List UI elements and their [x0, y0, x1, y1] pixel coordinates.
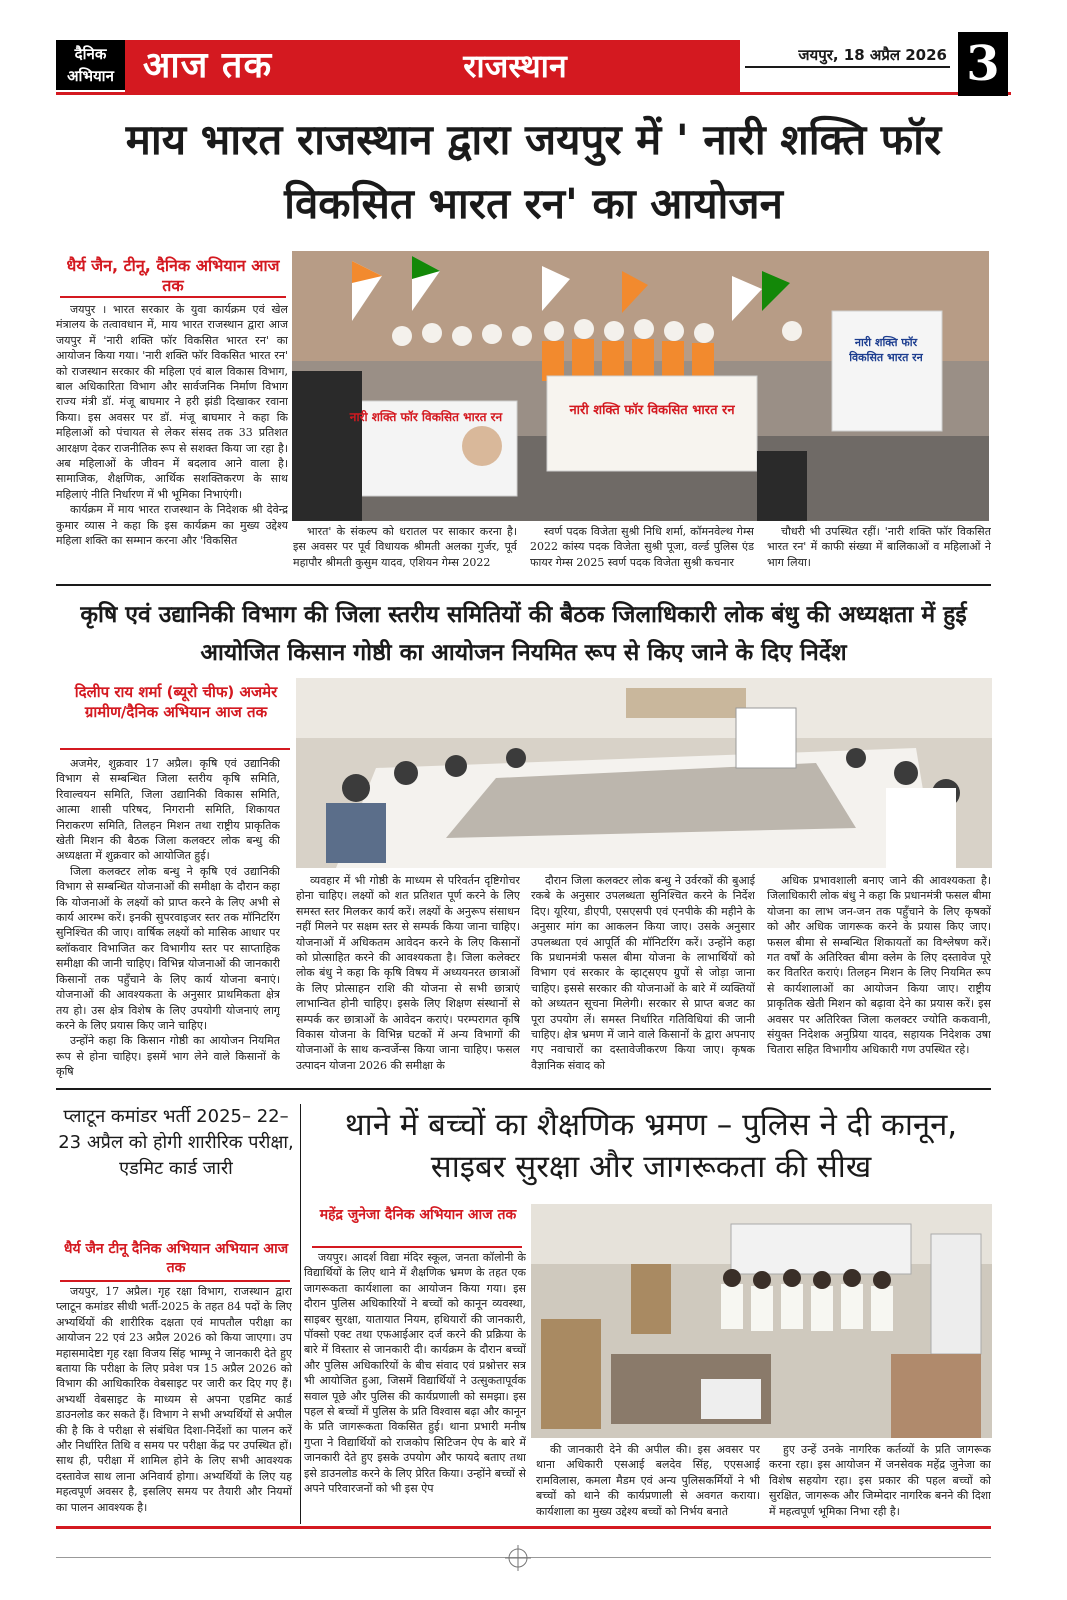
story4-body: जयपुर। आदर्श विद्या मंदिर स्कूल, जनता कॉलोनी के विद्यार्थियों के लिए थाने में शैक्षणिक भ्रमण के तहत एक जागरूकता कार्यशाला का आयोजन किया गया। इस दौरान पुलिस अधिकारियों ने बच्चों को कानून व्यवस्था, साइबर सुरक्षा, यातायात नियम, हथियारों की जानकारी, पॉक्सो एक्ट तथा एफआईआर दर्ज करने की प्रक्रिया के बारे में विस्तार से जानकारी दी। कार्यक्रम के दौरान बच्चों और पुलिस अधिकारियों के बीच संवाद एवं प्रश्नोत्तर सत्र भी आयोजित हुआ, जिसमें विद्यार्थियों ने उत्सुकतापूर्वक सवाल पूछे और पुलिस की कार्यप्रणाली को समझा। इस पहल से बच्चों में पुलिस के प्रति विश्वास बढ़ा और कानून के प्रति जागरूकता विकसित हुई। थाना प्रभारी मनीष गुप्ता ने विद्यार्थियों को राजकोप सिटिजन ऐप के बारे में जानकारी देते हुए इसके उपयोग और फायदे बताए तथा इसे डाउनलोड करने के लिए प्रेरित किया। उन्होंने बच्चों से अपने परिवारजनों को भी इस ऐप	[304, 1251, 526, 1496]
page-number: 3	[958, 32, 1008, 96]
story3-headline: प्लाटून कमांडर भर्ती 2025– 22–23 अप्रैल को होगी शारीरिक परीक्षा, एडमिट कार्ड जारी	[58, 1106, 294, 1179]
story3-body: जयपुर, 17 अप्रैल। गृह रक्षा विभाग, राजस्थान द्वारा प्लाटून कमांडर सीधी भर्ती-2025 के तहत 84 पदों के लिए अभ्यर्थियों की शारीरिक दक्षता एवं मापतौल परीक्षा का आयोजन 22 एवं 23 अप्रैल 2026 को किया जाएगा। उप महासमादेष्टा गृह रक्षा विजय सिंह भाम्भू ने जानकारी देते हुए बताया कि परीक्षा के लिए प्रवेश पत्र 15 अप्रैल 2026 को विभाग की आधिकारिक वेबसाइट पर जारी कर दिए गए हैं। अभ्यर्थी वेबसाइट के माध्यम से अपना एडमिट कार्ड डाउनलोड कर सकते हैं। विभाग ने सभी अभ्यर्थियों से अपील की है कि वे परीक्षा से संबंधित दिशा-निर्देशों का पालन करें और निर्धारित तिथि व समय पर परीक्षा केंद्र पर उपस्थित हों। साथ ही, परीक्षा में शामिल होने के लिए सभी आवश्यक दस्तावेज साथ लाना अनिवार्य होगा। अभ्यर्थियों के लिए यह महत्वपूर्ण अवसर है, इसलिए समय पर तैयारी और नियमों का पालन आवश्यक है।	[56, 1285, 292, 1514]
divider-1	[56, 584, 991, 586]
footer-rule	[56, 1526, 991, 1529]
story3-byline: धैर्य जैन टीनू दैनिक अभियान अभियान आज तक	[63, 1241, 289, 1276]
story1-photo	[292, 251, 989, 521]
story2-headline: कृषि एवं उद्यानिकी विभाग की जिला स्तरीय समितियों की बैठक जिलाधिकारी लोक बंधु की अध्यक्षता में हुई आयोजित किसान गोष्ठी का आयोजन नियमित रूप से किए जाने के दिए निर्देश	[80, 602, 967, 666]
story2-body-col3: अधिक प्रभावशाली बनाए जाने की आवश्यकता है। जिलाधिकारी लोक बंधु ने कहा कि प्रधानमंत्री फसल बीमा योजना का लाभ जन-जन तक पहुँचाने के लिए कृषकों को और अधिक जागरूक करने के प्रयास किए जाए। फसल बीमा से सम्बन्धित शिकायतों का विश्लेषण करें। गत वर्षों के अतिरिक्त बीमा क्लेम के लिए दस्तावेज पूरे कर वितरित कराएं। तिलहन मिशन के लिए नियमित रूप से कार्यशालाओं का आयोजन किया जाए। राष्ट्रीय प्राकृतिक खेती मिशन को बढ़ावा देने का प्रयास करें। इस अवसर पर अतिरिक्त जिला कलक्टर ज्योति ककवानी, संयुक्त निदेशक अनुप्रिया यादव, सहायक निदेशक उषा चितारा सहित विभागीय अधिकारी गण उपस्थित रहे।	[767, 874, 991, 1057]
story4-headline: थाने में बच्चों का शैक्षणिक भ्रमण – पुलिस ने दी कानून, साइबर सुरक्षा और जागरूकता की सीख	[344, 1107, 958, 1185]
story1-byline-rule	[60, 296, 286, 298]
story1-body-col2: स्वर्ण पदक विजेता सुश्री निधि शर्मा, कॉमनवेल्थ गेम्स 2022 कांस्य पदक विजेता सुश्री पूजा, वर्ल्ड पुलिस एंड फायर गेम्स 2025 स्वर्ण पदक विजेता सुश्री कचनार	[530, 525, 754, 569]
story1-headline: माय भारत राजस्थान द्वारा जयपुर में ' नारी शक्ति फॉर विकसित भारत रन' का आयोजन	[125, 115, 942, 228]
story4-photo	[531, 1204, 992, 1438]
story4-byline-rule	[312, 1246, 522, 1248]
dateline-rule	[745, 66, 950, 68]
brand-small: दैनिक अभियान	[56, 40, 125, 90]
story2-body-left: अजमेर, शुक्रवार 17 अप्रैल। कृषि एवं उद्यानिकी विभाग से सम्बन्धित जिला स्तरीय कृषि समिति, रिवाल्वयन समिति, जिला उद्यानिकी विकास समिति, आत्मा शासी परिषद, निगरानी समिति, शिकायत निराकरण समिति, तिलहन मिशन तथा राष्ट्रीय प्राकृतिक खेती मिशन की बैठक जिला कलक्टर लोक बन्धु की अध्यक्षता में शुक्रवार को आयोजित हुई। जिला कलक्टर लोक बन्धु ने कृषि एवं उद्यानिकी विभाग से सम्बन्धित योजनाओं की समीक्षा के दौरान कहा कि योजनाओं के लक्ष्यों को प्राप्त करने के लिए अभी से कार्य आरम्भ करें। इनकी सुपरवाइजर स्तर तक मॉनिटरिंग सुनिश्चित की जाए। वार्षिक लक्ष्यों को मासिक आधार पर ब्लॉकवार विभाजित कर विभागीय स्तर पर साप्ताहिक समीक्षा की जानी चाहिए। विभिन्न योजनाओं की जानकारी किसानों तक पहुँचाने के लिए कार्य योजना बनाएं। योजनाओं की आवश्यकता के अनुसार प्राथमिकता क्षेत्र तय हो। उस क्षेत्र विशेष के लिए उपयोगी योजनाएं लागू करने के लिए प्रयास किए जाने चाहिए। उन्होंने कहा कि किसान गोष्ठी का आयोजन नियमित रूप से होना चाहिए। इसमें भाग लेने वाले किसानों के कृषि	[56, 757, 280, 1078]
divider-2	[56, 1088, 991, 1090]
dateline: जयपुर, 18 अप्रैल 2026	[798, 46, 947, 64]
column-divider	[300, 1104, 301, 1524]
section-title: राजस्थान	[290, 40, 740, 92]
story1-photo-banner-left: नारी शक्ति फॉर विकसित भारत रन	[349, 410, 503, 424]
story1-byline: धैर्य जैन, टीनू, दैनिक अभियान आज तक	[66, 256, 280, 295]
story2-body-col1: व्यवहार में भी गोष्ठी के माध्यम से परिवर्तन दृष्टिगोचर होना चाहिए। लक्ष्यों को शत प्रतिशत पूर्ण करने के लिए समस्त स्तर मिलकर कार्य करें। लक्ष्यों के अनुरूप संसाधन नहीं मिलने पर सक्षम स्तर से सम्पर्क किया जाना चाहिए। योजनाओं में अधिकतम आवेदन करने के लिए किसानों को प्रोत्साहित करने की आवश्यकता है। जिला कलेक्टर लोक बंधु ने कहा कि कृषि विषय में अध्ययनरत छात्राओं के लिए प्रोत्साहन राशि की योजना से सभी छात्राएं लाभान्वित होनी चाहिए। इसके लिए शिक्षण संस्थानों से सम्पर्क कर छात्राओं के आवेदन कराएं। परम्परागत कृषि विकास योजना के विभिन्न घटकों में अन्य विभागों की योजनाओं के साथ कन्वर्जेन्स किया जाना चाहिए। फसल उत्पादन योजना 2026 की समीक्षा के	[296, 874, 520, 1072]
story2-photo	[296, 678, 992, 868]
story1-body-left: जयपुर । भारत सरकार के युवा कार्यक्रम एवं खेल मंत्रालय के तत्वावधान में, माय भारत राजस्थान द्वारा आज जयपुर में 'नारी शक्ति फॉर विकसित भारत रन' का आयोजन किया गया। 'नारी शक्ति फॉर विकसित भारत रन' को राजस्थान सरकार की महिला एवं बाल विकास विभाग, बाल अधिकारिता विभाग और सार्वजनिक निर्माण विभाग राज्य मंत्री डॉ. मंजू बाघमार ने हरी झंडी दिखाकर रवाना किया। इस अवसर पर डॉ. मंजू बाघमार ने कहा कि महिलाओं को पंचायत से लेकर संसद तक 33 प्रतिशत आरक्षण देकर राजनीतिक रूप से सशक्त किया जा रहा है। अब महिलाओं के जीवन में बदलाव आने वाला है। सामाजिक, शैक्षणिक, आर्थिक सशक्तिकरण के साथ महिलाएं नीति निर्धारण में भी भूमिका निभाएंगी। कार्यक्रम में माय भारत राजस्थान के निदेशक श्री देवेन्द्र कुमार व्यास ने कहा कि इस कार्यक्रम का मुख्य उद्देश्य महिला शक्ति का सम्मान करना और 'विकसित	[56, 303, 288, 548]
registration-mark-icon	[505, 1545, 531, 1571]
story1-photo-banner-right: नारी शक्ति फॉर विकसित भारत रन	[849, 336, 923, 364]
story2-body-col2: दौरान जिला कलक्टर लोक बन्धु ने उर्वरकों की बुआई रकबे के अनुसार उपलब्धता सुनिश्चित करने के निर्देश दिए। यूरिया, डीएपी, एसएसपी एवं एनपीके की महीने के अनुसार मांग का आकलन किया जाए। उसके अनुसार उपलब्धता एवं आपूर्ति की मॉनिटरिंग करें। उन्होंने कहा कि प्रधानमंत्री फसल बीमा योजना के लाभार्थियों को विभाग एवं सरकार के व्हाट्सएप ग्रुपों से जोड़ा जाना चाहिए। इससे सरकार की योजनाओं के बारे में व्यक्तियों को अध्यतन सूचना मिलेगी। सरकार से प्राप्त बजट का पूरा उपयोग लें। समस्त निर्धारित गतिविधियां की जानी चाहिए। क्षेत्र भ्रमण में जाने वाले किसानों के द्वारा अपनाए गए नवाचारों का दस्तावेजीकरण किया जाए। कृषक वैज्ञानिक संवाद को	[531, 874, 755, 1072]
story3-byline-rule	[60, 1280, 290, 1282]
story4-body-col1: की जानकारी देने की अपील की। इस अवसर पर थाना अधिकारी एसआई बलदेव सिंह, एएसआई रामविलास, कमला मैडम एवं अन्य पुलिसकर्मियों ने भी बच्चों को थाने की कार्यप्रणाली से अवगत कराया। कार्यशाला का मुख्य उद्देश्य बच्चों को निर्भय बनाते	[536, 1443, 760, 1518]
story2-byline-rule	[60, 748, 290, 750]
story1-body-col3: चौधरी भी उपस्थित रहीं। 'नारी शक्ति फॉर विकसित भारत रन' में काफी संख्या में बालिकाओं व महिलाओं ने भाग लिया।	[767, 525, 991, 569]
story1-photo-banner-mid: नारी शक्ति फॉर विकसित भारत रन	[569, 403, 735, 418]
story2-byline: दिलीप राय शर्मा (ब्यूरो चीफ) अजमेर ग्रामीण/दैनिक अभियान आज तक	[74, 683, 278, 721]
brand-logo: आज तक	[125, 40, 290, 92]
story1-body-col1: भारत' के संकल्प को धरातल पर साकार करना है। इस अवसर पर पूर्व विधायक श्रीमती अलका गुर्जर, पूर्व महापौर श्रीमती कुसुम यादव, एशियन गेम्स 2022	[293, 525, 517, 569]
story4-byline: महेंद्र जुनेजा दैनिक अभियान आज तक	[319, 1207, 517, 1223]
story4-body-col2: हुए उन्हें उनके नागरिक कर्तव्यों के प्रति जागरूक करना रहा। इस आयोजन में जनसेवक महेंद्र जुनेजा का विशेष सहयोग रहा। इस प्रकार की पहल बच्चों को सुरक्षित, जागरूक और जिम्मेदार नागरिक बनने की दिशा में महत्वपूर्ण भूमिका निभा रही है।	[769, 1443, 991, 1518]
